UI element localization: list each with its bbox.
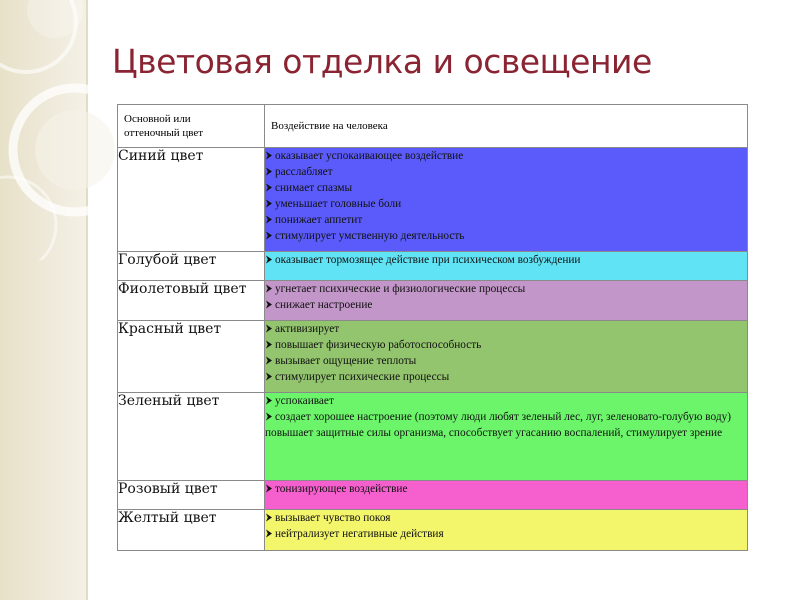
arrow-bullet-icon bbox=[265, 298, 273, 307]
effect-text: угнетает психические и физиологические процессы bbox=[275, 283, 526, 295]
effect-line bbox=[265, 164, 747, 180]
effect-line bbox=[265, 281, 747, 297]
header-color-line-2: оттеночный цвет bbox=[124, 127, 204, 139]
effect-line bbox=[265, 252, 747, 268]
effects-cell bbox=[265, 148, 748, 252]
effects-cell bbox=[265, 481, 748, 510]
arrow-bullet-icon bbox=[265, 149, 273, 158]
header-effect-column: Воздействие на человека bbox=[265, 105, 748, 148]
arrow-bullet-icon bbox=[265, 410, 273, 419]
effects-cell bbox=[265, 281, 748, 321]
color-name-cell: Фиолетовый цвет bbox=[118, 281, 265, 321]
arrow-bullet-icon bbox=[265, 482, 273, 491]
arrow-bullet-icon bbox=[265, 165, 273, 174]
color-name-cell: Красный цвет bbox=[118, 321, 265, 393]
arrow-bullet-icon bbox=[265, 229, 273, 238]
effect-text: стимулирует умственную деятельность bbox=[275, 230, 465, 242]
table-row bbox=[118, 510, 748, 551]
effect-line bbox=[265, 353, 747, 369]
arrow-bullet-icon bbox=[265, 511, 273, 520]
header-color-line-1: Основной или bbox=[124, 113, 191, 125]
arrow-bullet-icon bbox=[265, 394, 273, 403]
effect-line bbox=[265, 409, 747, 425]
effect-text: оказывает тормозящее действие при психическом возбуждении bbox=[275, 254, 581, 266]
effect-text: снимает спазмы bbox=[275, 182, 353, 194]
effect-line bbox=[265, 337, 747, 353]
arrow-bullet-icon bbox=[265, 197, 273, 206]
table-header-row bbox=[118, 105, 748, 148]
effects-cell bbox=[265, 393, 748, 481]
effect-line bbox=[265, 297, 747, 313]
effect-line bbox=[265, 212, 747, 228]
arrow-bullet-icon bbox=[265, 322, 273, 331]
header-color-column bbox=[118, 105, 265, 148]
effect-text: нейтрализует негативные действия bbox=[275, 528, 444, 540]
arrow-bullet-icon bbox=[265, 338, 273, 347]
arrow-bullet-icon bbox=[265, 181, 273, 190]
color-name-cell: Зеленый цвет bbox=[118, 393, 265, 481]
table-row bbox=[118, 481, 748, 510]
arrow-bullet-icon bbox=[265, 354, 273, 363]
color-name-cell: Синий цвет bbox=[118, 148, 265, 252]
effect-text: повышает защитные силы организма, способствует угасанию воспалений, стимулирует зрение bbox=[265, 427, 723, 439]
effect-line bbox=[265, 393, 747, 409]
arrow-bullet-icon bbox=[265, 370, 273, 379]
effect-line bbox=[265, 481, 747, 497]
effect-text: оказывает успокаивающее воздействие bbox=[275, 150, 464, 162]
color-name-cell: Желтый цвет bbox=[118, 510, 265, 551]
arrow-bullet-icon bbox=[265, 527, 273, 536]
arrow-bullet-icon bbox=[265, 253, 273, 262]
color-effects-table bbox=[117, 104, 748, 551]
effect-text: уменьшает головные боли bbox=[275, 198, 402, 210]
effect-line bbox=[265, 228, 747, 244]
arrow-bullet-icon bbox=[265, 282, 273, 291]
table-row bbox=[118, 393, 748, 481]
table-row bbox=[118, 321, 748, 393]
table-row bbox=[118, 148, 748, 252]
arrow-bullet-icon bbox=[265, 213, 273, 222]
table-row bbox=[118, 252, 748, 281]
effect-text: создает хорошее настроение (поэтому люди любят зеленый лес, луг, зеленовато-голубую воду) bbox=[275, 411, 732, 423]
effect-line bbox=[265, 321, 747, 337]
effect-text: стимулирует психические процессы bbox=[275, 371, 450, 383]
effect-text: расслабляет bbox=[275, 166, 333, 178]
slide-title: Цветовая отделка и освещение bbox=[112, 42, 652, 81]
effect-line bbox=[265, 526, 747, 542]
effects-cell bbox=[265, 252, 748, 281]
effect-text: вызывает чувство покоя bbox=[275, 512, 391, 524]
color-name-cell: Голубой цвет bbox=[118, 252, 265, 281]
effect-line bbox=[265, 425, 747, 441]
effect-text: вызывает ощущение теплоты bbox=[275, 355, 417, 367]
effect-line bbox=[265, 510, 747, 526]
effect-text: активизирует bbox=[275, 323, 340, 335]
table-row bbox=[118, 281, 748, 321]
effect-text: тонизирующее воздействие bbox=[275, 483, 408, 495]
effect-line bbox=[265, 148, 747, 164]
effects-cell bbox=[265, 510, 748, 551]
effect-line bbox=[265, 196, 747, 212]
effect-text: успокаивает bbox=[275, 395, 334, 407]
effects-cell bbox=[265, 321, 748, 393]
effect-line bbox=[265, 180, 747, 196]
effect-text: понижает аппетит bbox=[275, 214, 363, 226]
effect-text: снижает настроение bbox=[275, 299, 373, 311]
effect-text: повышает физическую работоспособность bbox=[275, 339, 482, 351]
effect-line bbox=[265, 369, 747, 385]
color-name-cell: Розовый цвет bbox=[118, 481, 265, 510]
